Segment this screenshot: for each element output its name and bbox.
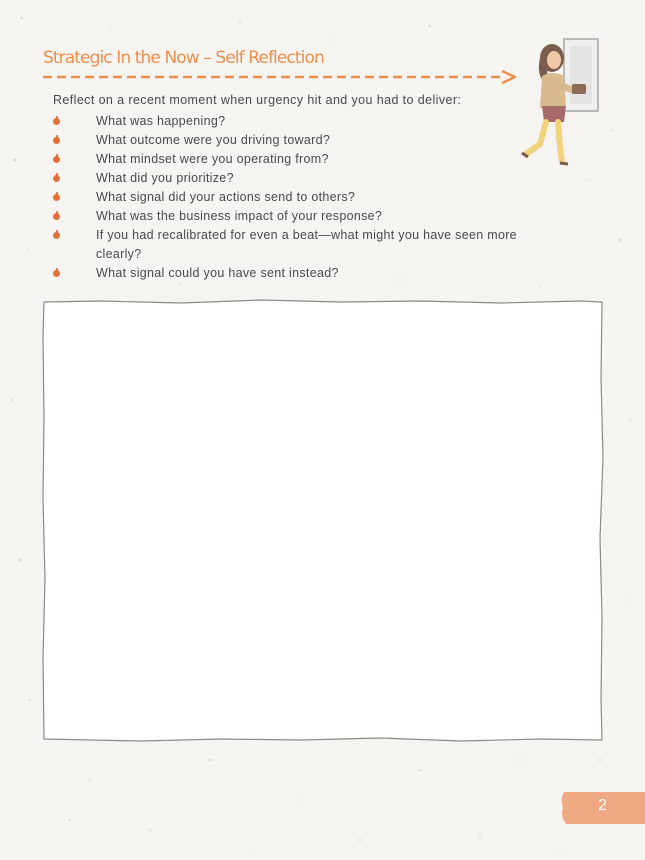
list-item	[53, 131, 558, 150]
question-text: What was the business impact of your response?	[96, 209, 383, 223]
bullet-icon	[53, 137, 60, 144]
question-text: What mindset were you operating from?	[96, 152, 329, 166]
question-text: What signal could you have sent instead?	[96, 266, 339, 280]
list-item	[53, 112, 558, 131]
answer-writing-area[interactable]	[41, 298, 605, 744]
bullet-icon	[53, 232, 60, 239]
page-number-tab	[560, 790, 645, 826]
bullet-icon	[53, 194, 60, 201]
list-item	[53, 150, 558, 169]
question-text: What did you prioritize?	[96, 171, 234, 185]
bullet-icon	[53, 118, 60, 125]
bullet-icon	[53, 175, 60, 182]
intro-prompt: Reflect on a recent moment when urgency hit and you had to deliver:	[53, 93, 462, 107]
reflection-questions	[53, 112, 558, 283]
list-item	[53, 169, 558, 188]
page-number: 2	[598, 797, 607, 814]
question-text: What was happening?	[96, 114, 226, 128]
list-item	[53, 264, 558, 283]
bullet-icon	[53, 213, 60, 220]
dashed-arrow	[43, 70, 519, 84]
page-title: Strategic In the Now – Self Reflection	[43, 48, 324, 68]
bullet-icon	[53, 156, 60, 163]
list-item	[53, 188, 558, 207]
question-text: What signal did your actions send to others?	[96, 190, 356, 204]
question-text: If you had recalibrated for even a beat—what might you have seen more clearly?	[96, 228, 517, 261]
question-text: What outcome were you driving toward?	[96, 133, 331, 147]
list-item	[53, 207, 558, 226]
bullet-icon	[53, 270, 60, 277]
list-item	[53, 226, 558, 264]
